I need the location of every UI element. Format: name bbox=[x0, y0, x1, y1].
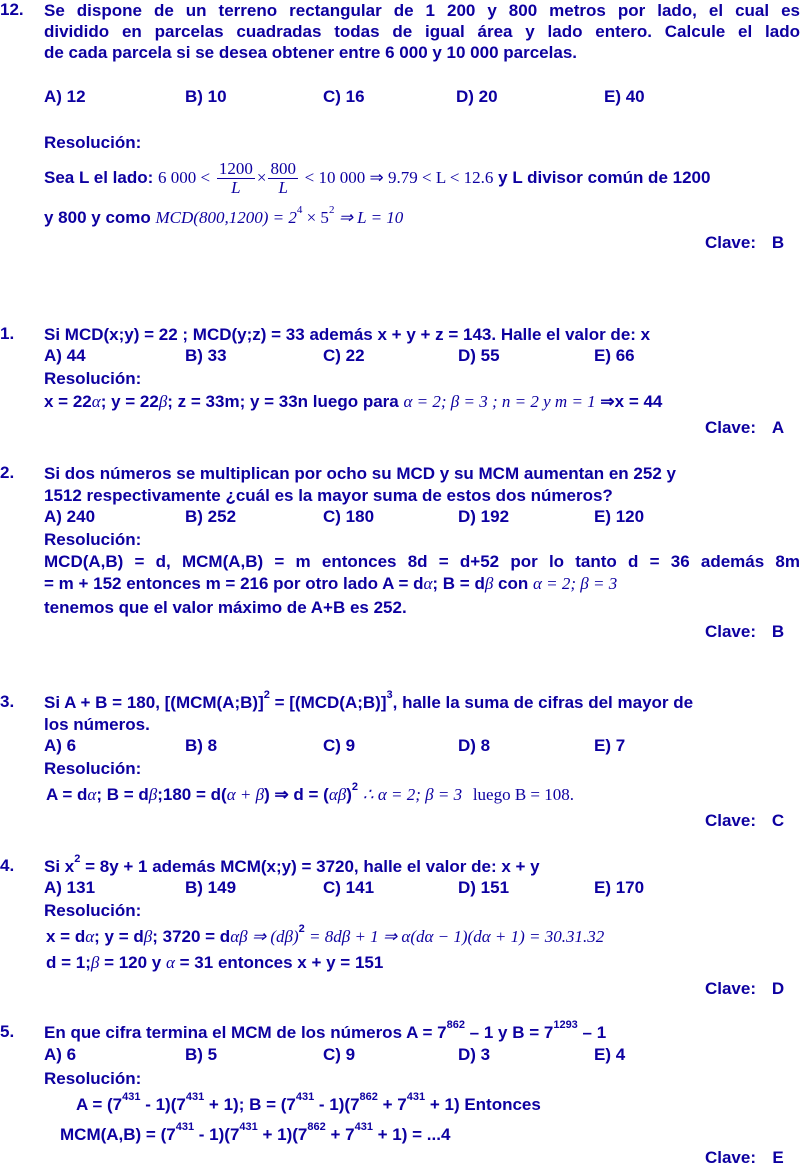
answer-key-value: B bbox=[771, 233, 785, 252]
formula: + 1) = ...4 bbox=[372, 1125, 451, 1144]
formula: + 1) Entonces bbox=[425, 1095, 541, 1114]
option-c: C) 141 bbox=[323, 878, 375, 897]
option-d: D) 55 bbox=[458, 346, 500, 365]
option-a: A) 240 bbox=[44, 507, 96, 526]
option-b: B) 33 bbox=[185, 346, 227, 365]
resolution-text: luego B = 108. bbox=[472, 785, 575, 804]
numerator: 800 bbox=[270, 159, 296, 179]
answer-key-label: Clave: bbox=[704, 1148, 756, 1167]
formula: + 7 bbox=[325, 1125, 355, 1144]
resolution-line bbox=[44, 923, 605, 948]
answer-key bbox=[705, 622, 800, 642]
formula: ; 3720 = d bbox=[152, 927, 231, 946]
formula: α = 2; β = 3 ; n = 2 y m = 1 bbox=[403, 392, 596, 411]
resolution-heading: Resolución: bbox=[44, 1069, 142, 1088]
beta-symbol: β bbox=[484, 574, 494, 593]
formula: - 1)(7 bbox=[140, 1095, 186, 1114]
answer-key bbox=[705, 233, 800, 253]
option-e: E) 7 bbox=[594, 736, 626, 755]
formula: ; y = 22 bbox=[100, 392, 159, 411]
answer-key-value: B bbox=[771, 622, 785, 641]
problem-text-line: Se dispone de un terreno rectangular de 1 200 y 800 metros por lado, el cual es bbox=[44, 1, 800, 20]
problem-text: Si A + B = 180, [(MCM(A;B)] bbox=[44, 693, 264, 712]
answer-key-label: Clave: bbox=[704, 622, 756, 641]
formula: ; z = 33m; y = 33n luego para bbox=[167, 392, 399, 411]
option-e: E) 120 bbox=[594, 507, 645, 526]
problem-number: 3. bbox=[0, 692, 15, 711]
formula: < 10 000 ⇒ 9.79 < L < 12.6 bbox=[304, 168, 494, 187]
beta-symbol: β bbox=[143, 927, 153, 946]
formula: + 1); B = (7 bbox=[204, 1095, 296, 1114]
option-b: B) 252 bbox=[185, 507, 237, 526]
formula: αβ bbox=[230, 927, 248, 946]
problem-text: En que cifra termina el MCM de los números A = 7 bbox=[44, 1023, 447, 1042]
option-b: B) 10 bbox=[185, 87, 227, 106]
problem-number: 12. bbox=[0, 0, 24, 19]
formula: = m + 152 entonces m = 216 por otro lado A = d bbox=[44, 574, 424, 593]
resolution-line bbox=[44, 781, 575, 806]
resolution-line bbox=[44, 156, 710, 200]
formula: ⇒x = 44 bbox=[600, 392, 663, 411]
problem-text: = [(MCD(A;B)] bbox=[269, 693, 387, 712]
exponent: 431 bbox=[175, 1121, 195, 1133]
formula: ) bbox=[346, 785, 352, 804]
formula: α + β bbox=[226, 785, 265, 804]
beta-symbol: β bbox=[158, 392, 168, 411]
problem-text-line bbox=[44, 689, 694, 714]
exponent: 431 bbox=[406, 1091, 426, 1103]
denominator: L bbox=[231, 178, 241, 198]
fraction bbox=[217, 160, 255, 197]
option-b: B) 8 bbox=[185, 736, 218, 755]
option-c: C) 22 bbox=[323, 346, 365, 365]
option-c: C) 9 bbox=[323, 736, 356, 755]
formula: ⇒ (dβ) bbox=[247, 927, 299, 946]
formula: ) ⇒ d = ( bbox=[264, 785, 329, 804]
formula: αβ bbox=[328, 785, 347, 804]
problem-text: = 8y + 1 además MCM(x;y) = 3720, halle el valor de: x + y bbox=[80, 857, 540, 876]
problem-text-line bbox=[44, 853, 540, 878]
answer-key bbox=[705, 1148, 800, 1168]
formula: 6 000 < bbox=[158, 168, 211, 187]
problem-text-line: Si dos números se multiplican por ocho su MCD y su MCM aumentan en 252 y bbox=[44, 464, 676, 483]
exponent: 431 bbox=[122, 1091, 141, 1103]
problem-text-line: los números. bbox=[44, 715, 150, 734]
answer-key-value: D bbox=[771, 979, 785, 998]
answer-key-value: E bbox=[772, 1148, 784, 1167]
option-a: A) 131 bbox=[44, 878, 96, 897]
option-e: E) 170 bbox=[594, 878, 645, 897]
option-c: C) 16 bbox=[323, 87, 365, 106]
alpha-symbol: α bbox=[423, 574, 433, 593]
resolution-heading: Resolución: bbox=[44, 901, 142, 920]
alpha-symbol: α bbox=[85, 927, 95, 946]
resolution-line bbox=[60, 1121, 451, 1146]
exponent: 2 bbox=[351, 781, 359, 793]
resolution-text: y L divisor común de 1200 bbox=[498, 168, 711, 187]
fraction bbox=[268, 160, 298, 197]
answer-key bbox=[705, 418, 800, 438]
problem-number: 5. bbox=[0, 1022, 15, 1041]
answer-options bbox=[44, 87, 784, 109]
option-a: A) 6 bbox=[44, 736, 77, 755]
formula: ⇒ L = 10 bbox=[334, 208, 404, 227]
answer-key-label: Clave: bbox=[704, 811, 756, 830]
alpha-symbol: α bbox=[91, 392, 101, 411]
problem-number: 1. bbox=[0, 324, 15, 343]
formula: + 7 bbox=[377, 1095, 407, 1114]
formula: - 1)(7 bbox=[314, 1095, 360, 1114]
formula: ; y = d bbox=[94, 927, 144, 946]
answer-options bbox=[44, 736, 784, 758]
resolution-line bbox=[44, 952, 383, 974]
exponent: 4 bbox=[296, 204, 303, 216]
option-d: D) 151 bbox=[458, 878, 510, 897]
exponent: 2 bbox=[298, 923, 305, 935]
answer-key bbox=[705, 811, 800, 831]
problem-number: 4. bbox=[0, 856, 15, 875]
exponent: 431 bbox=[185, 1091, 205, 1103]
resolution-heading: Resolución: bbox=[44, 759, 142, 778]
problem-text: – 1 bbox=[577, 1023, 607, 1042]
resolution-heading: Resolución: bbox=[44, 133, 142, 152]
answer-options bbox=[44, 507, 784, 529]
resolution-line bbox=[44, 204, 404, 229]
formula: + 1)(7 bbox=[257, 1125, 308, 1144]
option-d: D) 192 bbox=[458, 507, 510, 526]
alpha-symbol: α bbox=[166, 953, 175, 972]
exponent: 431 bbox=[239, 1121, 258, 1133]
answer-key-label: Clave: bbox=[704, 979, 756, 998]
exponent: 431 bbox=[354, 1121, 373, 1133]
option-e: E) 4 bbox=[594, 1045, 626, 1064]
exponent: 431 bbox=[295, 1091, 315, 1103]
answer-key-label: Clave: bbox=[704, 233, 756, 252]
problem-text-line: 1512 respectivamente ¿cuál es la mayor suma de estos dos números? bbox=[44, 486, 613, 505]
formula: = 120 y bbox=[99, 953, 162, 972]
exponent: 862 bbox=[359, 1091, 378, 1103]
alpha-symbol: α bbox=[87, 785, 97, 804]
formula: x = d bbox=[46, 927, 86, 946]
option-c: C) 180 bbox=[323, 507, 375, 526]
option-e: E) 66 bbox=[594, 346, 635, 365]
resolution-line bbox=[44, 573, 617, 595]
answer-key bbox=[705, 979, 800, 999]
problem-text-line: Si MCD(x;y) = 22 ; MCD(y;z) = 33 además x + y + z = 143. Halle el valor de: x bbox=[44, 325, 651, 344]
resolution-heading: Resolución: bbox=[44, 369, 142, 388]
answer-key-value: A bbox=[771, 418, 785, 437]
answer-options bbox=[44, 1045, 784, 1067]
exponent: 2 bbox=[328, 204, 335, 216]
resolution-heading: Resolución: bbox=[44, 530, 142, 549]
formula: MCM(A,B) = (7 bbox=[60, 1125, 176, 1144]
option-d: D) 3 bbox=[458, 1045, 491, 1064]
formula: ;180 = d( bbox=[157, 785, 227, 804]
problem-text-line: dividido en parcelas cuadradas todas de igual área y lado entero. Calcule el lado bbox=[44, 22, 800, 41]
formula: ∴ α = 2; β = 3 bbox=[362, 785, 463, 804]
beta-symbol: β bbox=[148, 785, 158, 804]
problem-text: Si x bbox=[44, 857, 75, 876]
exponent: 2 bbox=[74, 853, 81, 865]
problem-text: – 1 y B = 7 bbox=[464, 1023, 554, 1042]
resolution-line bbox=[44, 391, 662, 413]
option-b: B) 5 bbox=[185, 1045, 218, 1064]
formula: = 8dβ + 1 ⇒ α(dα − 1)(dα + 1) = 30.31.32 bbox=[304, 927, 605, 946]
formula: × 5 bbox=[302, 208, 329, 227]
answer-options bbox=[44, 346, 784, 368]
option-a: A) 6 bbox=[44, 1045, 77, 1064]
formula: - 1)(7 bbox=[194, 1125, 240, 1144]
resolution-text: y 800 y como bbox=[44, 208, 151, 227]
formula: x = 22 bbox=[44, 392, 92, 411]
formula: MCD(800,1200) = 2 bbox=[155, 208, 297, 227]
option-e: E) 40 bbox=[604, 87, 645, 106]
formula: = 31 entonces x + y = 151 bbox=[174, 953, 384, 972]
formula: ; B = d bbox=[96, 785, 149, 804]
resolution-line: tenemos que el valor máximo de A+B es 252. bbox=[44, 598, 407, 617]
answer-key-value: C bbox=[771, 811, 785, 830]
resolution-text: Sea L el lado: bbox=[44, 168, 154, 187]
times-sign: × bbox=[256, 168, 267, 187]
option-b: B) 149 bbox=[185, 878, 237, 897]
option-a: A) 12 bbox=[44, 87, 86, 106]
problem-text-line: de cada parcela si se desea obtener entre 6 000 y 10 000 parcelas. bbox=[44, 43, 577, 62]
option-d: D) 20 bbox=[456, 87, 498, 106]
formula: ; B = d bbox=[432, 574, 485, 593]
exponent: 862 bbox=[446, 1019, 465, 1031]
resolution-line bbox=[76, 1091, 541, 1116]
answer-key-label: Clave: bbox=[704, 418, 756, 437]
formula: A = (7 bbox=[76, 1095, 123, 1114]
exponent: 862 bbox=[307, 1121, 326, 1133]
exponent: 2 bbox=[263, 689, 270, 701]
option-d: D) 8 bbox=[458, 736, 491, 755]
numerator: 1200 bbox=[218, 159, 253, 179]
problem-text: , halle la suma de cifras del mayor de bbox=[392, 693, 694, 712]
resolution-text: con bbox=[493, 574, 529, 593]
answer-options bbox=[44, 878, 784, 900]
exponent: 1293 bbox=[553, 1019, 578, 1031]
problem-text-line bbox=[44, 1019, 607, 1044]
beta-symbol: β bbox=[90, 953, 100, 972]
formula: α = 2; β = 3 bbox=[533, 574, 618, 593]
formula: d = 1; bbox=[46, 953, 91, 972]
option-a: A) 44 bbox=[44, 346, 86, 365]
problem-number: 2. bbox=[0, 463, 15, 482]
option-c: C) 9 bbox=[323, 1045, 356, 1064]
denominator: L bbox=[278, 178, 288, 198]
exponent: 3 bbox=[386, 689, 393, 701]
formula: A = d bbox=[46, 785, 88, 804]
resolution-line: MCD(A,B) = d, MCM(A,B) = m entonces 8d = d+52 por lo tanto d = 36 además 8m bbox=[44, 552, 800, 571]
